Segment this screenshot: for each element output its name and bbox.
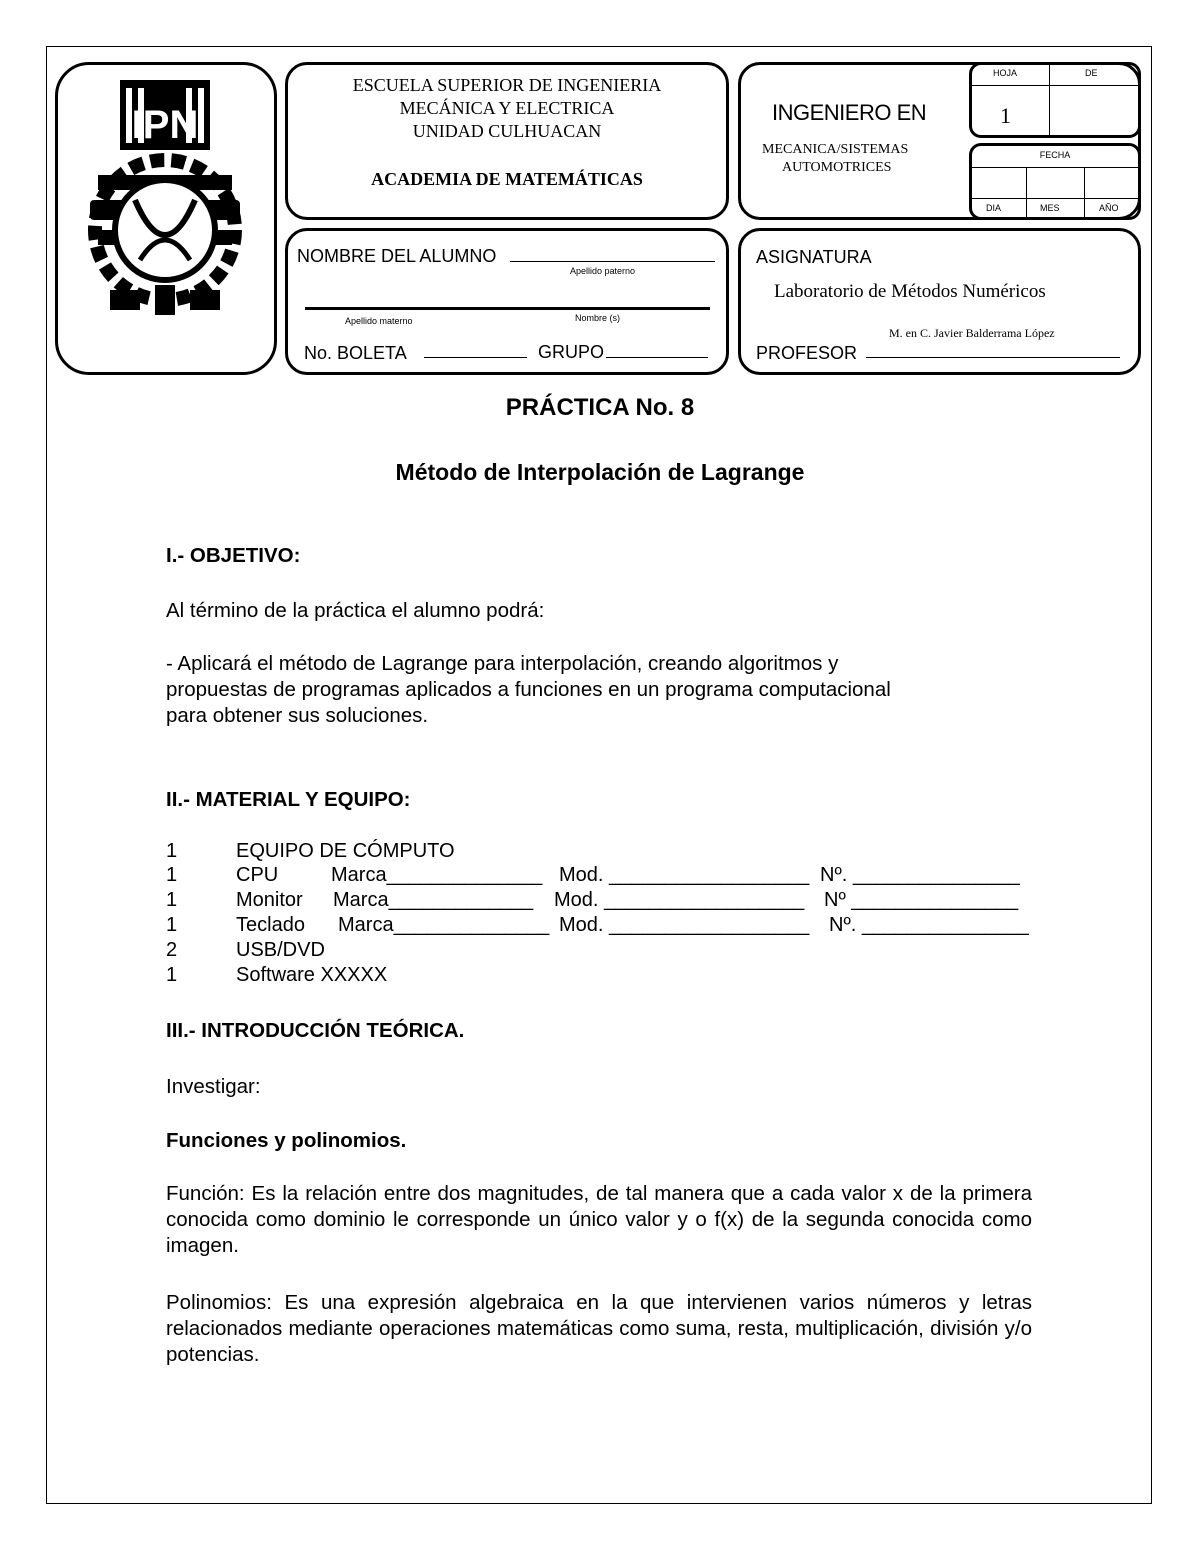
equip-item: Monitor bbox=[236, 889, 303, 911]
equip-no[interactable]: Nº _______________ bbox=[824, 889, 1019, 911]
anio-label: AÑO bbox=[1099, 203, 1119, 213]
school-line1: ESCUELA SUPERIOR DE INGENIERIA bbox=[352, 75, 662, 95]
hoja-vdivider bbox=[1049, 62, 1050, 138]
logo-text: IPN bbox=[131, 103, 199, 147]
objective-line3: para obtener sus soluciones. bbox=[166, 704, 429, 727]
degree-title: INGENIERO EN bbox=[772, 100, 927, 125]
fecha-vdivider1 bbox=[1026, 167, 1027, 220]
equip-mod[interactable]: Mod. __________________ bbox=[559, 914, 810, 936]
equip-item: Teclado bbox=[236, 914, 305, 936]
intro-polinomios: Polinomios: Es una expresión algebraica en la que intervienen varios números y letras relacionados mediante operaciones matemáticas como suma, resta, multiplicación, división y/o potencias. bbox=[166, 1291, 1032, 1366]
equip-qty: 1 bbox=[166, 914, 178, 936]
materials-heading: II.- MATERIAL Y EQUIPO: bbox=[166, 788, 411, 811]
fecha-divider2 bbox=[969, 198, 1141, 199]
equip-qty: 2 bbox=[166, 939, 178, 961]
student-label: NOMBRE DEL ALUMNO bbox=[297, 246, 497, 266]
nombres-label: Nombre (s) bbox=[575, 313, 621, 323]
objective-intro: Al término de la práctica el alumno podrá: bbox=[166, 599, 545, 622]
equip-mod[interactable]: Mod. __________________ bbox=[554, 889, 805, 911]
practice-subtitle: Método de Interpolación de Lagrange bbox=[395, 459, 805, 485]
fecha-divider bbox=[969, 167, 1141, 168]
equip-item: EQUIPO DE CÓMPUTO bbox=[236, 840, 455, 862]
equip-qty: 1 bbox=[166, 840, 178, 862]
equip-qty: 1 bbox=[166, 964, 178, 986]
degree-line1: MECANICA/SISTEMAS bbox=[762, 142, 909, 157]
ipn-logo bbox=[80, 80, 250, 320]
academy-title: ACADEMIA DE MATEMÁTICAS bbox=[371, 169, 643, 189]
mes-label: MES bbox=[1040, 203, 1060, 213]
equip-qty: 1 bbox=[166, 864, 178, 886]
intro-heading: III.- INTRODUCCIÓN TEÓRICA. bbox=[166, 1019, 465, 1042]
apellido-materno-label: Apellido materno bbox=[345, 316, 413, 326]
equip-marca[interactable]: Marca______________ bbox=[331, 864, 543, 886]
intro-subheading: Funciones y polinomios. bbox=[166, 1129, 407, 1152]
degree-line2: AUTOMOTRICES bbox=[782, 160, 892, 175]
hoja-value: 1 bbox=[1000, 103, 1011, 128]
student-second-line[interactable] bbox=[305, 292, 710, 310]
equip-item: USB/DVD bbox=[236, 939, 325, 961]
equip-item: Software XXXXX bbox=[236, 964, 388, 986]
objective-line2: propuestas de programas aplicados a funciones en un programa computacional bbox=[166, 678, 891, 701]
equip-mod[interactable]: Mod. __________________ bbox=[559, 864, 810, 886]
asignatura-value: Laboratorio de Métodos Numéricos bbox=[774, 281, 1046, 302]
equip-qty: 1 bbox=[166, 889, 178, 911]
objective-heading: I.- OBJETIVO: bbox=[166, 544, 301, 567]
equip-marca[interactable]: Marca_____________ bbox=[333, 889, 534, 911]
boleta-line[interactable] bbox=[424, 340, 527, 358]
equip-no[interactable]: Nº. _______________ bbox=[820, 864, 1020, 886]
objective-line1: - Aplicará el método de Lagrange para interpolación, creando algoritmos y bbox=[166, 652, 839, 675]
intro-investigar: Investigar: bbox=[166, 1075, 261, 1098]
hoja-divider bbox=[969, 85, 1141, 86]
student-name-line[interactable] bbox=[510, 244, 715, 262]
teacher-name: M. en C. Javier Balderrama López bbox=[889, 326, 1055, 340]
practice-title: PRÁCTICA No. 8 bbox=[505, 394, 695, 421]
fecha-vdivider2 bbox=[1084, 167, 1085, 220]
equip-marca[interactable]: Marca______________ bbox=[338, 914, 550, 936]
fecha-label: FECHA bbox=[1039, 150, 1071, 160]
hoja-label: HOJA bbox=[993, 68, 1018, 78]
de-label: DE bbox=[1085, 68, 1098, 78]
school-line3: UNIDAD CULHUACAN bbox=[412, 121, 602, 141]
profesor-line[interactable] bbox=[866, 340, 1120, 358]
asignatura-label: ASIGNATURA bbox=[756, 247, 872, 267]
ipn-emblem-icon bbox=[80, 80, 250, 320]
grupo-line[interactable] bbox=[606, 340, 708, 358]
equip-item: CPU bbox=[236, 864, 279, 886]
apellido-paterno-label: Apellido paterno bbox=[570, 266, 636, 276]
school-line2: MECÁNICA Y ELECTRICA bbox=[399, 98, 615, 118]
profesor-label: PROFESOR bbox=[756, 343, 858, 363]
boleta-label: No. BOLETA bbox=[304, 343, 407, 363]
equip-no[interactable]: Nº. _______________ bbox=[829, 914, 1029, 936]
intro-funcion: Función: Es la relación entre dos magnitudes, de tal manera que a cada valor x de la primera conocida como dominio le corresponde un único valor y o f(x) de la segunda conocida como imagen. bbox=[166, 1182, 1032, 1257]
dia-label: DIA bbox=[986, 203, 1002, 213]
grupo-label: GRUPO bbox=[538, 342, 605, 362]
